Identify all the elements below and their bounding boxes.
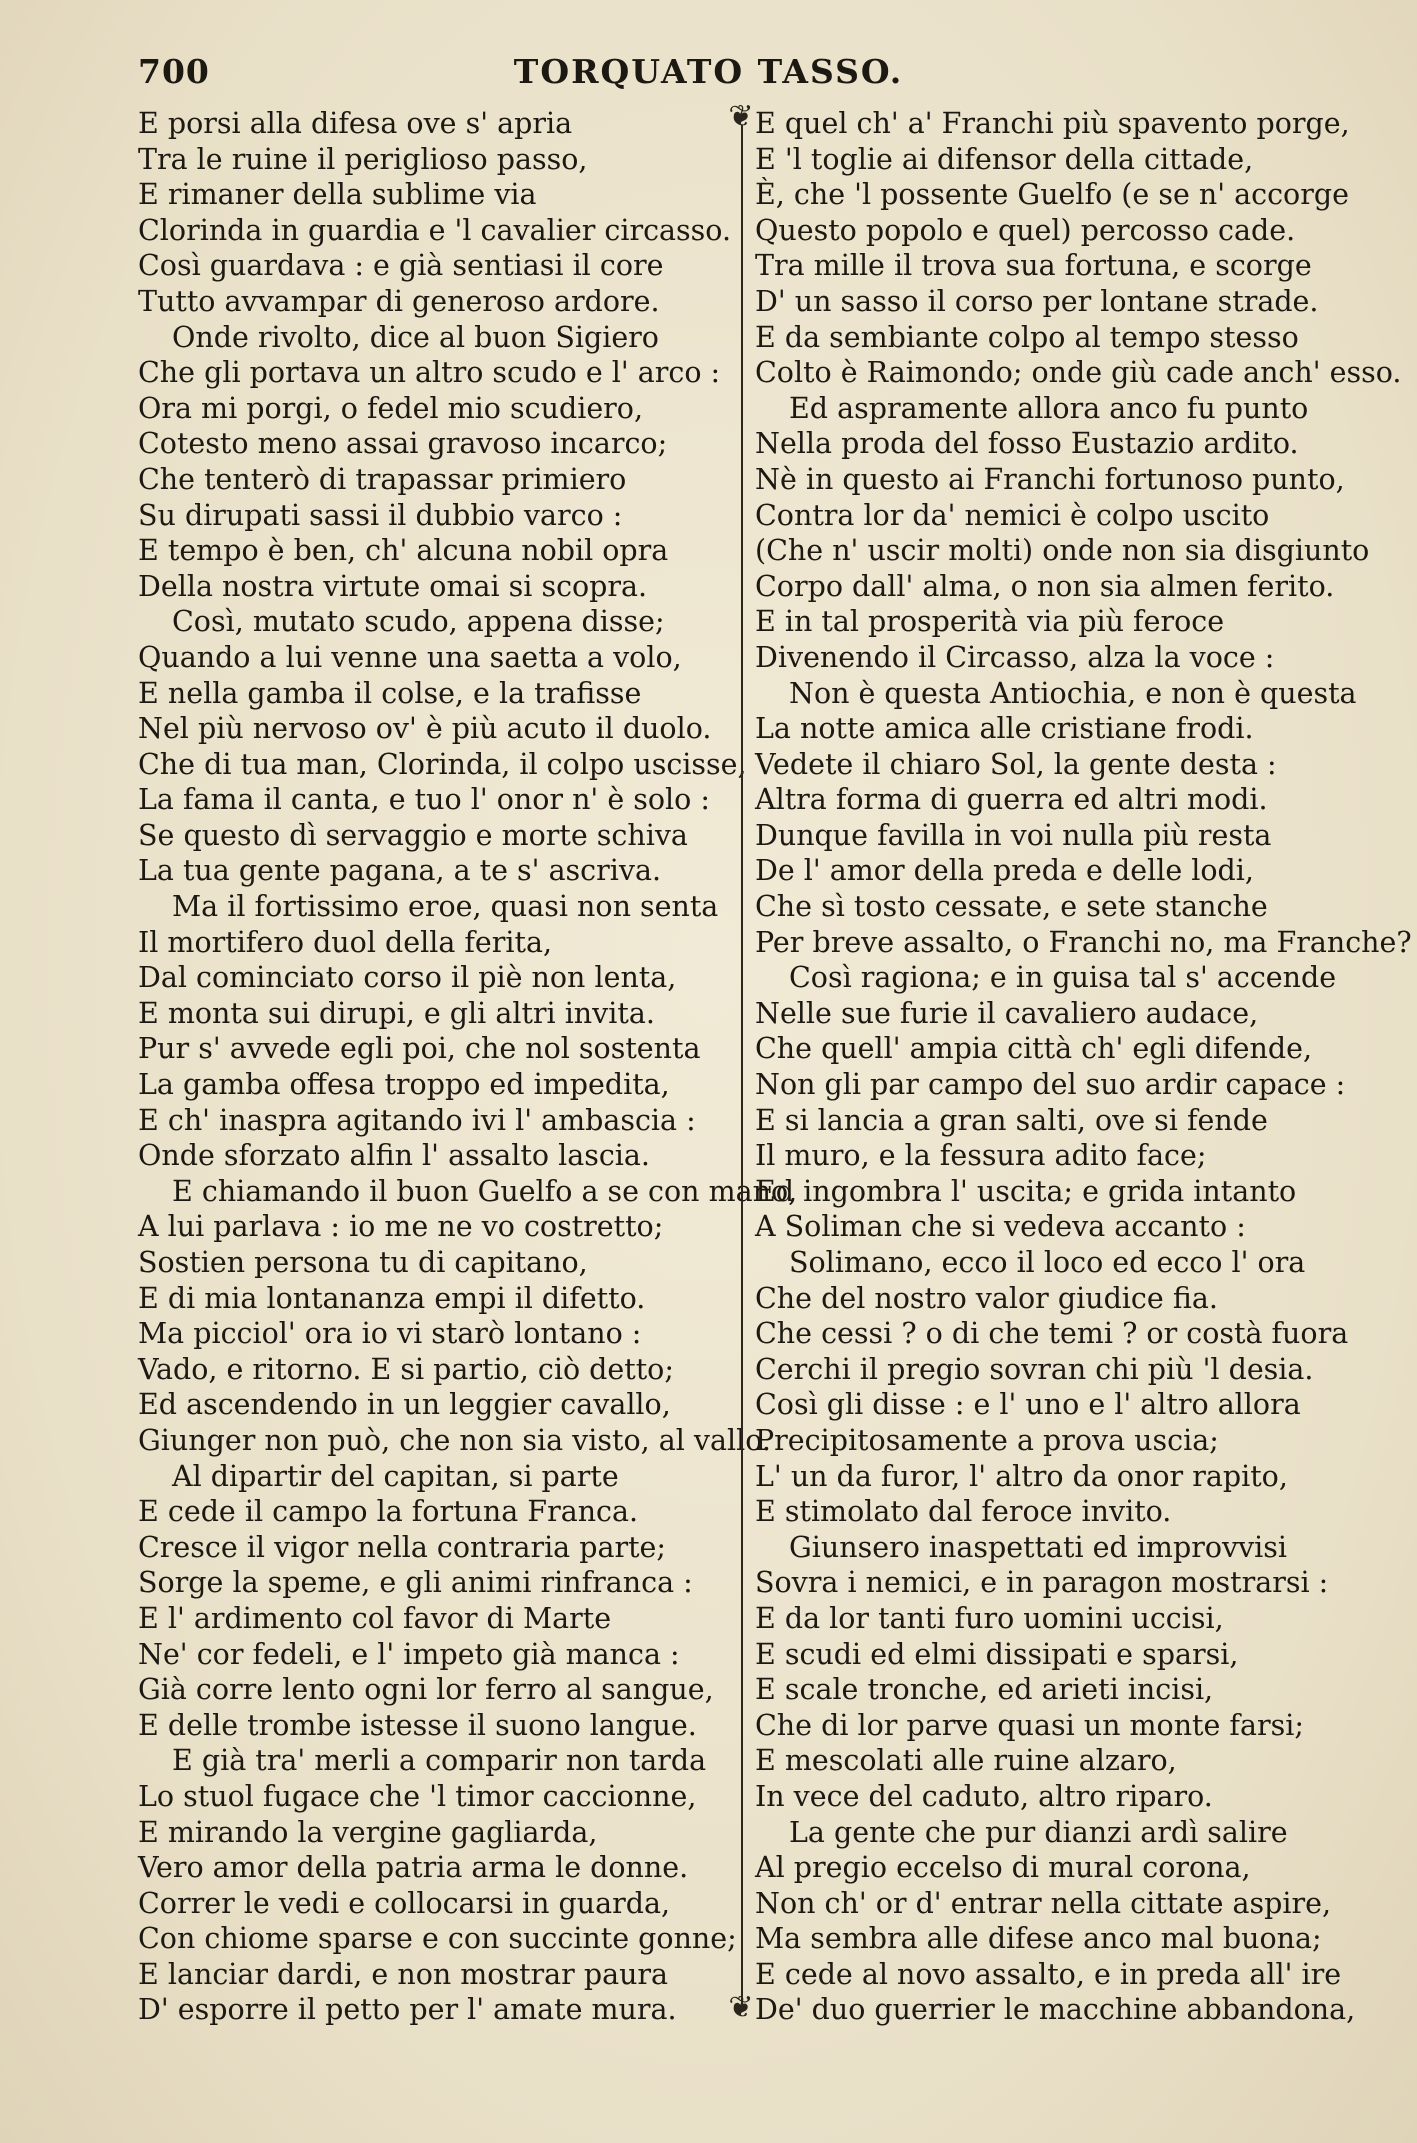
verse-line: Nella proda del fosso Eustazio ardito. — [755, 427, 1299, 461]
verse-line: E porsi alla difesa ove s' apria — [138, 107, 573, 140]
verse-line: E chiamando il buon Guelfo a se con mano, — [172, 1174, 798, 1208]
verse-line: Al pregio eccelso di mural corona, — [755, 1851, 1251, 1885]
verse-line: Non gli par campo del suo ardir capace : — [755, 1068, 1346, 1102]
verse-line: D' esporre il petto per l' amate mura. — [138, 1993, 677, 2027]
verse-line: Non è questa Antiochia, e non è questa — [789, 676, 1357, 710]
verse-line: Nelle sue furie il cavaliero audace, — [755, 996, 1259, 1030]
verse-line: Precipitosamente a prova uscia; — [755, 1423, 1219, 1457]
verse-line: E monta sui dirupi, e gli altri invita. — [138, 996, 655, 1030]
verse-line: Ed aspramente allora anco fu punto — [789, 391, 1309, 425]
verse-line: Tutto avvampar di generoso ardore. — [138, 284, 660, 318]
verse-line: E scale tronche, ed arieti incisi, — [755, 1673, 1214, 1707]
verse-line: A Soliman che si vedeva accanto : — [755, 1210, 1246, 1244]
verse-line: E cede il campo la fortuna Franca. — [138, 1495, 639, 1529]
verse-line: Nè in questo ai Franchi fortunoso punto, — [755, 462, 1345, 496]
verse-line: E in tal prosperità via più feroce — [755, 605, 1225, 639]
verse-line: In vece del caduto, altro riparo. — [755, 1779, 1213, 1813]
verse-line: E l' ardimento col favor di Marte — [138, 1601, 612, 1635]
verse-line: La gente che pur dianzi ardì salire — [789, 1815, 1288, 1849]
verse-line: Pur s' avvede egli poi, che nol sostenta — [138, 1032, 701, 1066]
verse-line: Non ch' or d' entrar nella cittate aspire, — [755, 1886, 1332, 1920]
verse-line: Cotesto meno assai gravoso incarco; — [138, 427, 668, 461]
verse-line: Su dirupati sassi il dubbio varco : — [138, 498, 623, 532]
verse-line: Vero amor della patria arma le donne. — [138, 1851, 689, 1885]
verse-line: E da sembiante colpo al tempo stesso — [755, 320, 1299, 354]
verse-line: Ed ascendendo in un leggier cavallo, — [138, 1388, 671, 1422]
verse-line: Che del nostro valor giudice fia. — [755, 1281, 1218, 1315]
verse-line: È, che 'l possente Guelfo (e se n' accorge — [755, 178, 1349, 212]
running-title: TORQUATO TASSO. — [513, 52, 904, 91]
verse-line: Vedete il chiaro Sol, la gente desta : — [755, 747, 1277, 781]
page-number: 700 — [138, 52, 210, 91]
verse-line: Se questo dì servaggio e morte schiva — [138, 818, 688, 852]
verse-line: E mirando la vergine gagliarda, — [138, 1815, 598, 1849]
verse-line: Ora mi porgi, o fedel mio scudiero, — [138, 391, 644, 425]
verse-line: E rimaner della sublime via — [138, 178, 537, 212]
verse-line: Ne' cor fedeli, e l' impeto già manca : — [138, 1637, 680, 1671]
left-column — [138, 106, 798, 2028]
verse-line: E di mia lontananza empi il difetto. — [138, 1281, 646, 1315]
verse-line: Il mortifero duol della ferita, — [138, 925, 553, 959]
verse-line: Per breve assalto, o Franchi no, ma Franche? — [755, 925, 1412, 959]
verse-line: Che sì tosto cessate, e sete stanche — [755, 890, 1268, 924]
verse-line: Questo popolo e quel) percosso cade. — [755, 213, 1296, 247]
verse-line: Ma picciol' ora io vi starò lontano : — [138, 1317, 642, 1351]
verse-line: La notte amica alle cristiane frodi. — [755, 712, 1254, 746]
verse-line: La fama il canta, e tuo l' onor n' è solo : — [138, 783, 710, 817]
verse-line: Vado, e ritorno. E si partio, ciò detto; — [138, 1352, 674, 1386]
fleuron-top-icon: ❦ — [728, 99, 754, 134]
verse-line: Divenendo il Circasso, alza la voce : — [755, 640, 1275, 674]
verse-line: La gamba offesa troppo ed impedita, — [138, 1068, 670, 1102]
verse-line: Così ragiona; e in guisa tal s' accende — [789, 961, 1337, 995]
verse-line: Nel più nervoso ov' è più acuto il duolo. — [138, 712, 712, 746]
verse-line: Con chiome sparse e con succinte gonne; — [138, 1922, 737, 1956]
verse-line: Ed ingombra l' uscita; e grida intanto — [755, 1174, 1297, 1208]
verse-line: Al dipartir del capitan, si parte — [172, 1459, 619, 1493]
verse-line: L' un da furor, l' altro da onor rapito, — [755, 1459, 1288, 1493]
verse-line: De l' amor della preda e delle lodi, — [755, 854, 1254, 888]
verse-line: Ma il fortissimo eroe, quasi non senta — [172, 890, 719, 924]
verse-line: Della nostra virtute omai si scopra. — [138, 569, 648, 603]
verse-line: Tra le ruine il periglioso passo, — [138, 142, 588, 176]
fleuron-bottom-icon: ❦ — [728, 1990, 754, 2025]
verse-line: Sorge la speme, e gli animi rinfranca : — [138, 1566, 693, 1600]
verse-line: Giunger non può, che non sia visto, al vallo. — [138, 1423, 771, 1457]
verse-line: Correr le vedi e collocarsi in guarda, — [138, 1886, 671, 1920]
verse-line: A lui parlava : io me ne vo costretto; — [138, 1210, 664, 1244]
verse-line: Così, mutato scudo, appena disse; — [172, 605, 665, 639]
verse-line: Ma sembra alle difese anco mal buona; — [755, 1922, 1322, 1956]
verse-line: Sostien persona tu di capitano, — [138, 1246, 588, 1279]
verse-line: E ch' inaspra agitando ivi l' ambascia : — [138, 1103, 696, 1137]
verse-line: Dal cominciato corso il piè non lenta, — [138, 961, 677, 995]
verse-line: Cerchi il pregio sovran chi più 'l desia. — [755, 1352, 1314, 1386]
verse-line: Sovra i nemici, e in paragon mostrarsi : — [755, 1566, 1329, 1600]
verse-line: D' un sasso il corso per lontane strade. — [755, 284, 1319, 318]
verse-line: Quando a lui venne una saetta a volo, — [138, 640, 682, 674]
verse-line: E si lancia a gran salti, ove si fende — [755, 1103, 1268, 1137]
verse-line: (Che n' uscir molti) onde non sia disgiunto — [755, 534, 1370, 568]
verse-line: Solimano, ecco il loco ed ecco l' ora — [789, 1246, 1306, 1279]
verse-line: Così gli disse : e l' uno e l' altro allora — [755, 1388, 1301, 1422]
verse-line: Che di lor parve quasi un monte farsi; — [755, 1708, 1304, 1742]
verse-line: Onde sforzato alfin l' assalto lascia. — [138, 1139, 650, 1173]
verse-line: Tra mille il trova sua fortuna, e scorge — [755, 249, 1312, 283]
verse-line: Già corre lento ogni lor ferro al sangue, — [138, 1673, 714, 1707]
verse-line: Cresce il vigor nella contraria parte; — [138, 1530, 667, 1564]
verse-line: Che gli portava un altro scudo e l' arco : — [138, 356, 721, 390]
verse-line: Giunsero inaspettati ed improvvisi — [789, 1530, 1288, 1564]
verse-line: Che cessi ? o di che temi ? or costà fuora — [755, 1317, 1349, 1351]
verse-line: Altra forma di guerra ed altri modi. — [755, 783, 1268, 817]
verse-line: Che quell' ampia città ch' egli difende, — [755, 1032, 1313, 1066]
verse-line: Dunque favilla in voi nulla più resta — [755, 818, 1272, 852]
verse-line: Il muro, e la fessura adito face; — [755, 1139, 1207, 1173]
verse-line: E scudi ed elmi dissipati e sparsi, — [755, 1637, 1239, 1671]
verse-line: Onde rivolto, dice al buon Sigiero — [172, 320, 659, 354]
verse-line: Contra lor da' nemici è colpo uscito — [755, 498, 1270, 532]
verse-line: E tempo è ben, ch' alcuna nobil opra — [138, 534, 669, 568]
verse-line: E già tra' merli a comparir non tarda — [172, 1744, 707, 1778]
verse-line: Corpo dall' alma, o non sia almen ferito. — [755, 569, 1335, 603]
verse-line: La tua gente pagana, a te s' ascriva. — [138, 854, 662, 888]
column-divider-rule — [741, 125, 743, 2005]
verse-line: E mescolati alle ruine alzaro, — [755, 1744, 1177, 1778]
verse-line: Che di tua man, Clorinda, il colpo uscisse, — [138, 747, 747, 781]
verse-line: E quel ch' a' Franchi più spavento porge, — [755, 107, 1350, 140]
verse-line: E lanciar dardi, e non mostrar paura — [138, 1957, 669, 1991]
verse-line: E da lor tanti furo uomini uccisi, — [755, 1601, 1224, 1635]
right-column — [755, 106, 1412, 2028]
verse-line: E nella gamba il colse, e la trafisse — [138, 676, 642, 710]
verse-line: E 'l toglie ai difensor della cittade, — [755, 142, 1254, 176]
verse-line: E delle trombe istesse il suono langue. — [138, 1708, 697, 1742]
verse-line: Lo stuol fugace che 'l timor caccionne, — [138, 1779, 697, 1813]
verse-line: E cede al novo assalto, e in preda all' ire — [755, 1957, 1342, 1991]
verse-line: Così guardava : e già sentiasi il core — [138, 249, 664, 283]
verse-line: E stimolato dal feroce invito. — [755, 1495, 1172, 1529]
verse-line: Colto è Raimondo; onde giù cade anch' esso. — [755, 356, 1402, 390]
verse-line: De' duo guerrier le macchine abbandona, — [755, 1993, 1356, 2027]
verse-line: Clorinda in guardia e 'l cavalier circasso. — [138, 213, 732, 247]
verse-line: Che tenterò di trapassar primiero — [138, 462, 627, 496]
